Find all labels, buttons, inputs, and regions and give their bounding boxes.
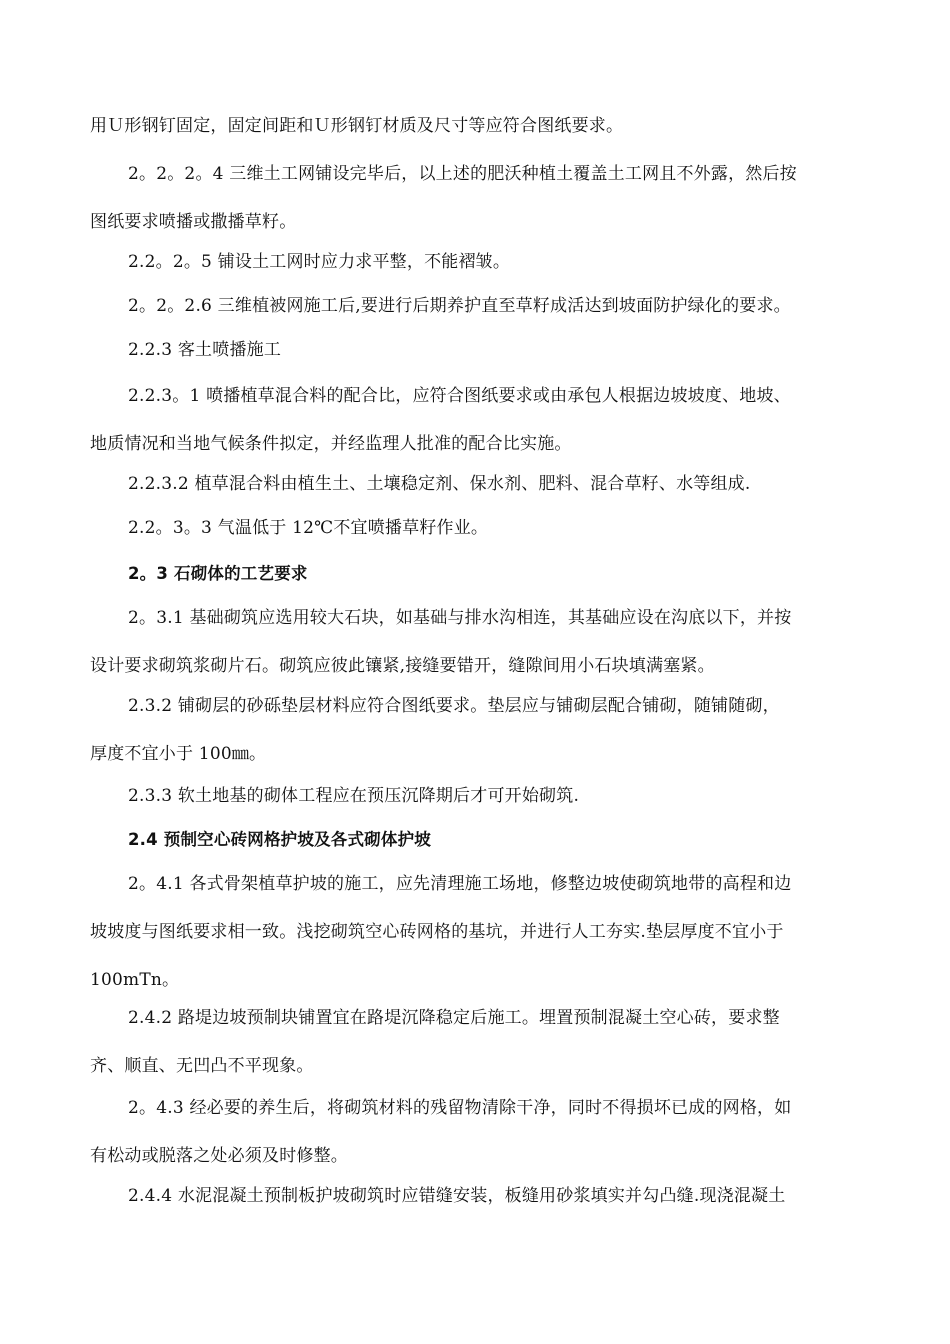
paragraph-line: 2.3.2 铺砌层的砂砾垫层材料应符合图纸要求。垫层应与铺砌层配合铺砌，随铺随砌， [128,696,780,716]
paragraph-11 [90,772,862,820]
paragraph-line: 地质情况和当地气候条件拟定，并经监理人批准的配合比实施。 [90,434,572,454]
paragraph-line: 100mTn。 [90,970,180,990]
heading-line: 2.4 预制空心砖网格护坡及各式砌体护坡 [128,830,431,849]
paragraph-15 [90,1172,862,1220]
paragraph-line: 齐、顺直、无凹凸不平现象。 [90,1056,314,1076]
paragraph-line: 2.2。2。5 铺设土工网时应力求平整，不能褶皱。 [128,252,511,272]
paragraph-line: 2。3.1 基础砌筑应选用较大石块，如基础与排水沟相连，其基础应设在沟底以下，并按 [128,608,792,628]
paragraph-line: 2.2.3 客土喷播施工 [128,340,282,360]
section-heading-2-3 [90,550,862,598]
section-heading-2-4 [90,816,862,864]
paragraph-line: 2.2.3.2 植草混合料由植生土、土壤稳定剂、保水剂、肥料、混合草籽、水等组成. [128,474,751,494]
paragraph-line: 2.3.3 软土地基的砌体工程应在预压沉降期后才可开始砌筑. [128,786,580,806]
paragraph-line: 2。4.1 各式骨架植草护坡的施工，应先清理施工场地，修整边坡使砌筑地带的高程和边 [128,874,792,894]
paragraph-2 [90,150,862,246]
paragraph-line: 2。2。2。4 三维土工网铺设完毕后，以上述的肥沃种植土覆盖土工网且不外露，然后按 [128,164,797,184]
paragraph-13 [90,994,862,1090]
paragraph-line: 2.4.2 路堤边坡预制块铺置宜在路堤沉降稳定后施工。埋置预制混凝土空心砖，要求整 [128,1008,780,1028]
paragraph-line: 厚度不宜小于 100㎜。 [90,744,267,764]
paragraph-line: 用Ｕ形钢钉固定，固定间距和Ｕ形钢钉材质及尺寸等应符合图纸要求。 [90,116,624,136]
paragraph-6 [90,372,862,468]
paragraph-7 [90,460,862,508]
paragraph-line: 2。2。2.6 三维植被网施工后,要进行后期养护直至草籽成活达到坡面防护绿化的要求。 [128,296,791,316]
paragraph-1 [90,102,862,150]
paragraph-9 [90,594,862,690]
paragraph-line: 图纸要求喷播或撒播草籽。 [90,212,297,232]
paragraph-3 [90,238,862,286]
paragraph-line: 2.2。3。3 气温低于 12℃不宜喷播草籽作业。 [128,518,489,538]
heading-line: 2。3 石砌体的工艺要求 [128,564,308,583]
paragraph-8 [90,504,862,552]
paragraph-14 [90,1084,862,1180]
paragraph-10 [90,682,862,778]
paragraph-line: 2.4.4 水泥混凝土预制板护坡砌筑时应错缝安装，板缝用砂浆填实并勾凸缝.现浇混凝土 [128,1186,786,1206]
paragraph-line: 2.2.3。1 喷播植草混合料的配合比，应符合图纸要求或由承包人根据边坡坡度、地坡、 [128,386,791,406]
paragraph-line: 有松动或脱落之处必须及时修整。 [90,1146,348,1166]
paragraph-line: 设计要求砌筑浆砌片石。砌筑应彼此镶紧,接缝要错开，缝隙间用小石块填满塞紧。 [90,656,715,676]
paragraph-4 [90,282,862,330]
paragraph-5 [90,326,862,374]
paragraph-12 [90,860,862,1004]
paragraph-line: 坡坡度与图纸要求相一致。浅挖砌筑空心砖网格的基坑，并进行人工夯实.垫层厚度不宜小于 [90,922,784,942]
paragraph-line: 2。4.3 经必要的养生后，将砌筑材料的残留物清除干净，同时不得损坏已成的网格，如 [128,1098,792,1118]
